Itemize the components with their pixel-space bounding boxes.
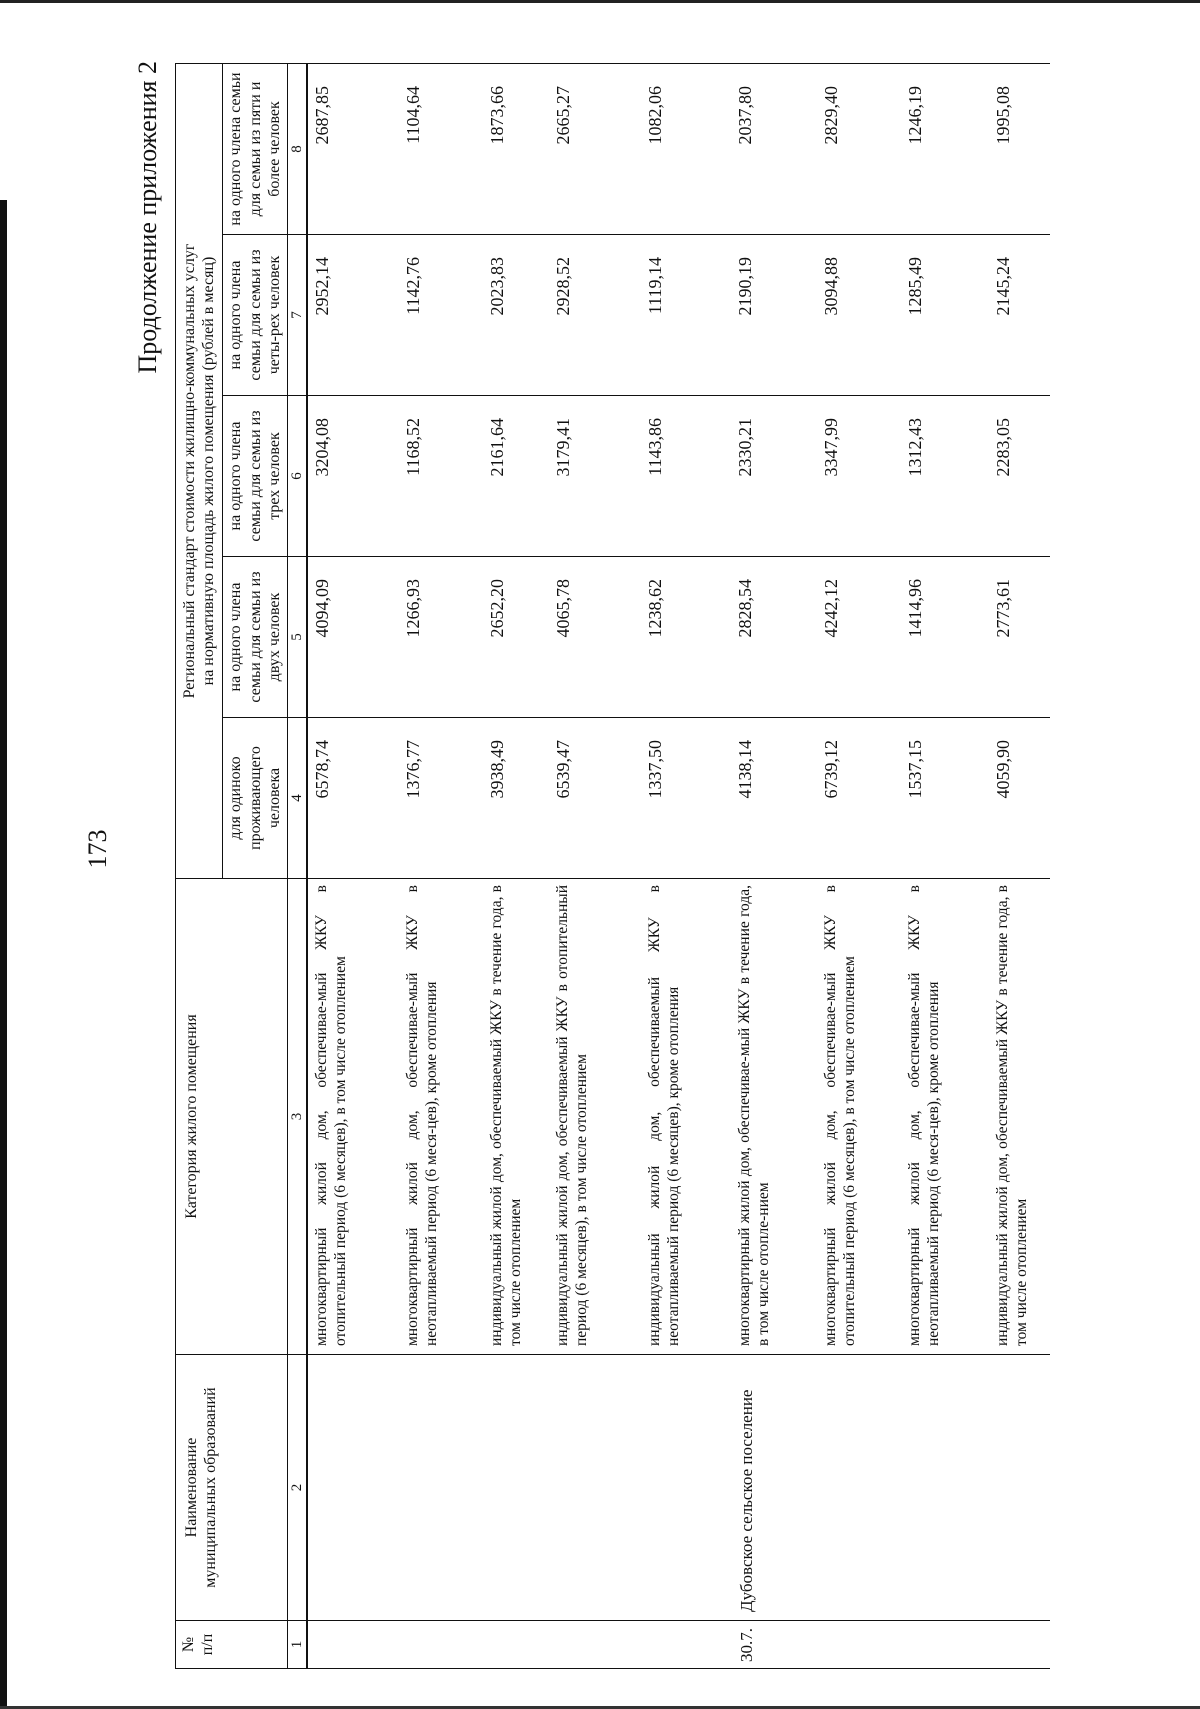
row-value: 4065,78 — [549, 557, 641, 718]
row-value: 2283,05 — [989, 396, 1050, 557]
row-value: 2330,21 — [731, 396, 817, 557]
row-value: 2952,14 — [307, 235, 399, 396]
table-row — [901, 64, 989, 1669]
row-value: 2828,54 — [731, 557, 817, 718]
table-row — [989, 64, 1050, 1669]
table-row — [483, 64, 549, 1669]
page-number: 173 — [83, 829, 112, 869]
housing-cost-table — [175, 63, 1050, 1669]
row-municipality — [989, 1355, 1050, 1621]
table-row — [307, 64, 399, 1669]
table-row — [731, 64, 817, 1669]
row-value: 2023,83 — [483, 235, 549, 396]
row-value: 2037,80 — [731, 64, 817, 235]
row-municipality — [817, 1355, 901, 1621]
table-body — [307, 64, 1050, 1669]
row-value: 1142,76 — [399, 235, 483, 396]
header-category: Категория жилого помещения — [176, 879, 288, 1355]
row-category: индивидуальный жилой дом, обеспечиваемый ЖКУ в отопительный период (6 месяцев), в том числе отоплением — [549, 879, 641, 1355]
header-standard — [176, 64, 223, 879]
row-value: 3347,99 — [817, 396, 901, 557]
row-value: 1414,96 — [901, 557, 989, 718]
row-municipality — [641, 1355, 731, 1621]
row-value: 1246,19 — [901, 64, 989, 235]
row-municipality — [307, 1355, 399, 1621]
table-row — [641, 64, 731, 1669]
row-number — [901, 1621, 989, 1669]
table-row — [399, 64, 483, 1669]
row-municipality: Дубовское сельское поселение — [731, 1355, 817, 1621]
row-value: 3094,88 — [817, 235, 901, 396]
row-value: 2161,64 — [483, 396, 549, 557]
col-number: 3 — [287, 879, 307, 1355]
row-value: 1266,93 — [399, 557, 483, 718]
col-number: 5 — [287, 557, 307, 718]
row-value: 1119,14 — [641, 235, 731, 396]
row-value: 3204,08 — [307, 396, 399, 557]
row-value: 3938,49 — [483, 718, 549, 879]
row-value: 1082,06 — [641, 64, 731, 235]
row-value: 2652,20 — [483, 557, 549, 718]
row-category: индивидуальный жилой дом, обеспечиваемый ЖКУ в течение года, в том числе отоплением — [989, 879, 1050, 1355]
col-number: 1 — [287, 1621, 307, 1669]
row-value: 1143,86 — [641, 396, 731, 557]
column-number-row — [287, 64, 307, 1669]
col-number: 7 — [287, 235, 307, 396]
row-value: 1995,08 — [989, 64, 1050, 235]
header-sub-two: на одного члена семьи для семьи из двух человек — [223, 557, 288, 718]
row-number — [641, 1621, 731, 1669]
row-number: 30.7. — [731, 1621, 817, 1669]
row-category: многоквартирный жилой дом, обеспечивае-мый ЖКУ в отопительный период (6 месяцев), в том числе отоплением — [817, 879, 901, 1355]
row-value: 1238,62 — [641, 557, 731, 718]
table-row — [817, 64, 901, 1669]
row-number — [989, 1621, 1050, 1669]
col-number: 4 — [287, 718, 307, 879]
header-sub-four: на одного члена семьи для семьи из четы-рех человек — [223, 235, 288, 396]
row-value: 1376,77 — [399, 718, 483, 879]
row-category: многоквартирный жилой дом, обеспечивае-мый ЖКУ в неотапливаемый период (6 меся-цев), кроме отопления — [901, 879, 989, 1355]
header-standard-line2: на нормативную площадь жилого помещения (рублей в месяц) — [200, 256, 218, 686]
table-row — [549, 64, 641, 1669]
row-value: 1873,66 — [483, 64, 549, 235]
col-number: 8 — [287, 64, 307, 235]
row-municipality — [549, 1355, 641, 1621]
row-number — [307, 1621, 399, 1669]
row-value: 2665,27 — [549, 64, 641, 235]
row-value: 1312,43 — [901, 396, 989, 557]
row-category: многоквартирный жилой дом, обеспечивае-мый ЖКУ в неотапливаемый период (6 меся-цев), кроме отопления — [399, 879, 483, 1355]
row-number — [483, 1621, 549, 1669]
col-number: 6 — [287, 396, 307, 557]
row-value: 1285,49 — [901, 235, 989, 396]
continuation-title: Продолжение приложения 2 — [133, 61, 162, 374]
row-value: 1104,64 — [399, 64, 483, 235]
row-value: 6739,12 — [817, 718, 901, 879]
row-value: 2829,40 — [817, 64, 901, 235]
row-value: 1537,15 — [901, 718, 989, 879]
row-municipality — [901, 1355, 989, 1621]
row-value: 2928,52 — [549, 235, 641, 396]
header-row-top — [176, 64, 223, 1669]
row-category: многоквартирный жилой дом, обеспечивае-мый ЖКУ в отопительный период (6 месяцев), в том числе отоплением — [307, 879, 399, 1355]
row-number — [399, 1621, 483, 1669]
col-number: 2 — [287, 1355, 307, 1621]
row-category: индивидуальный жилой дом, обеспечиваемый ЖКУ в неотапливаемый период (6 месяцев), кроме отопления — [641, 879, 731, 1355]
row-value: 2190,19 — [731, 235, 817, 396]
row-number — [817, 1621, 901, 1669]
row-value: 4138,14 — [731, 718, 817, 879]
row-value: 2773,61 — [989, 557, 1050, 718]
header-sub-single: для одиноко проживающего человека — [223, 718, 288, 879]
header-num: № п/п — [176, 1621, 288, 1669]
row-value: 2687,85 — [307, 64, 399, 235]
row-value: 4059,90 — [989, 718, 1050, 879]
row-municipality — [483, 1355, 549, 1621]
row-category: многоквартирный жилой дом, обеспечивае-мый ЖКУ в течение года, в том числе отопле-нием — [731, 879, 817, 1355]
row-value: 4242,12 — [817, 557, 901, 718]
row-value: 2145,24 — [989, 235, 1050, 396]
header-standard-line1: Региональный стандарт стоимости жилищно-коммунальных услуг — [181, 243, 198, 699]
row-category: индивидуальный жилой дом, обеспечиваемый ЖКУ в течение года, в том числе отоплением — [483, 879, 549, 1355]
row-value: 3179,41 — [549, 396, 641, 557]
row-value: 1337,50 — [641, 718, 731, 879]
row-value: 6539,47 — [549, 718, 641, 879]
row-number — [549, 1621, 641, 1669]
row-value: 6578,74 — [307, 718, 399, 879]
header-sub-three: на одного члена семьи для семьи из трех человек — [223, 396, 288, 557]
header-name: Наименование муниципальных образований — [176, 1355, 288, 1621]
header-sub-five: на одного члена семьи для семьи из пяти и более человек — [223, 64, 288, 235]
row-municipality — [399, 1355, 483, 1621]
row-value: 1168,52 — [399, 396, 483, 557]
row-value: 4094,09 — [307, 557, 399, 718]
